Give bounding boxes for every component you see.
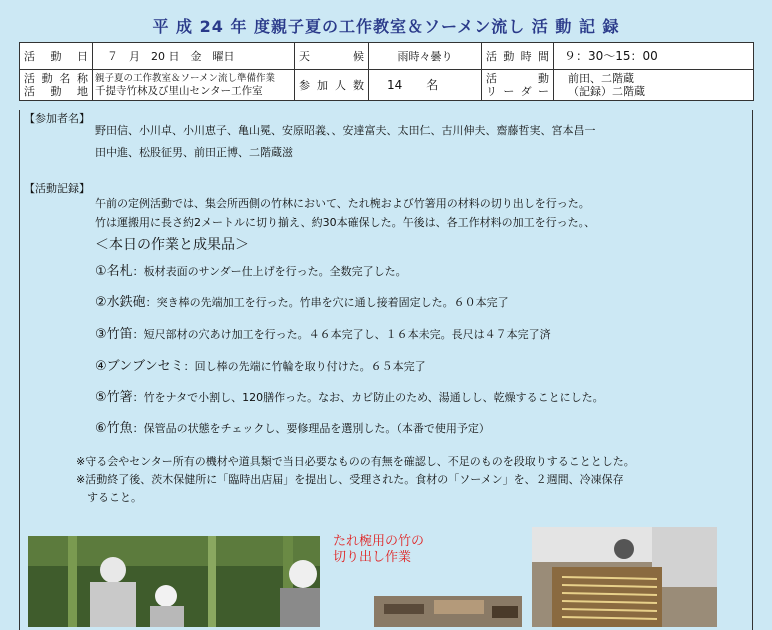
works-heading: ＜本日の作業と成果品＞ (95, 237, 249, 253)
work-item-name: ①名札 (95, 264, 133, 279)
activity-name-value: 親子夏の工作教室＆ソーメン流し準備作業 (95, 72, 276, 84)
photo-caption-line-1: たれ椀用の竹の (333, 534, 425, 549)
work-item-text: ：短尺部材の穴あけ加工を行った。４６本完了し、１６本未完。長尺は４７本完了済 (132, 328, 551, 341)
activity-name-label: 活 動 名 称 (24, 72, 88, 85)
participants-heading: 【参加者名】 (24, 112, 90, 125)
work-item-text: ：回し棒の先端に竹輪を取り付けた。６５本完了 (183, 360, 426, 373)
work-item-3 (95, 323, 551, 342)
bamboo-cutting-photo (28, 536, 320, 627)
name-place-labels (20, 70, 93, 101)
leader-value-1: 前田、二階蔵 (568, 72, 634, 85)
work-item-text: ：竹をナタで小割し、120膳作った。なお、カビ防止のため、湯通しし、乾燥することにした。 (132, 391, 604, 404)
participants-line-2: 田中進、松股征男、前田正博、二階蔵滋 (95, 146, 293, 159)
photo-caption (333, 534, 424, 566)
activity-place-label: 活 動 地 (24, 85, 88, 98)
date-value: ７ 月 20 日 金 曜日 (93, 43, 295, 70)
time-label: 活動時間 (482, 43, 554, 70)
leader-label-2: リーダー (486, 85, 549, 98)
work-item-2 (95, 291, 509, 310)
participants-line-1: 野田信、小川卓、小川恵子、亀山冕、安原昭義、、安達富夫、太田仁、古川伸夫、齋藤哲実、宮本昌一 (95, 124, 596, 137)
record-heading: 【活動記録】 (24, 182, 90, 195)
name-place-values (93, 70, 295, 101)
info-table (19, 42, 754, 101)
work-item-text: ：突き棒の先端加工を行った。竹串を穴に通し接着固定した。６０本完了 (145, 296, 509, 309)
workshop-photo (374, 596, 522, 627)
note-3: すること。 (76, 491, 142, 504)
work-item-text: ：板材表面のサンダー仕上げを行った。全数完了した。 (132, 265, 407, 278)
activity-place-value: 千提寺竹林及び里山センター工作室 (95, 84, 263, 97)
work-item-6 (95, 417, 490, 436)
work-item-name: ⑤竹箸 (95, 390, 133, 405)
participants-label: 参 加 人 数 (295, 70, 369, 101)
note-1: ※守る会やセンター所有の機材や道具類で当日必要なものの有無を確認し、不足のものを段取りすることとした。 (76, 455, 635, 468)
bamboo-cutting-image (28, 536, 320, 627)
workshop-image (374, 596, 522, 627)
note-2: ※活動終了後、茨木保健所に「臨時出店届」を提出し、受理された。食材の「ソーメン」を、２週間、冷凍保存 (76, 473, 624, 486)
date-label: 活 動 日 (20, 43, 93, 70)
leader-label-1: 活 動 (486, 72, 549, 85)
weather-label: 天 候 (295, 43, 369, 70)
work-item-1 (95, 260, 407, 279)
chopsticks-photo (532, 527, 717, 627)
record-line-1: 午前の定例活動では、集会所西側の竹林において、たれ椀および竹箸用の材料の切り出しを行った。 (95, 197, 590, 210)
weather-value: 雨時々曇り (369, 43, 482, 70)
leader-values (554, 70, 754, 101)
work-item-5 (95, 386, 604, 405)
time-value: ９：30～15：00 (554, 43, 754, 70)
chopsticks-image (532, 527, 717, 627)
work-item-4 (95, 355, 426, 374)
record-line-2: 竹は運搬用に長さ約2メートルに切り揃え、約30本確保した。午後は、各工作材料の加工を行った。、 (95, 216, 596, 229)
main-content (19, 110, 753, 630)
page-title: 平 成 24 年 度親子夏の工作教室＆ソーメン流し 活 動 記 録 (152, 17, 620, 36)
work-item-text: ：保管品の状態をチェックし、要修理品を選別した。（本番で使用予定） (132, 422, 490, 435)
work-item-name: ⑥竹魚 (95, 421, 133, 436)
work-item-name: ②水鉄砲 (95, 295, 146, 310)
work-item-name: ④ブンブンセミ (95, 359, 184, 374)
leader-labels (482, 70, 554, 101)
work-item-name: ③竹笛 (95, 327, 133, 342)
photo-caption-line-2: 切り出し作業 (333, 550, 412, 565)
participants-value: 14 名 (369, 70, 482, 101)
leader-value-2: （記録）二階蔵 (568, 85, 645, 98)
